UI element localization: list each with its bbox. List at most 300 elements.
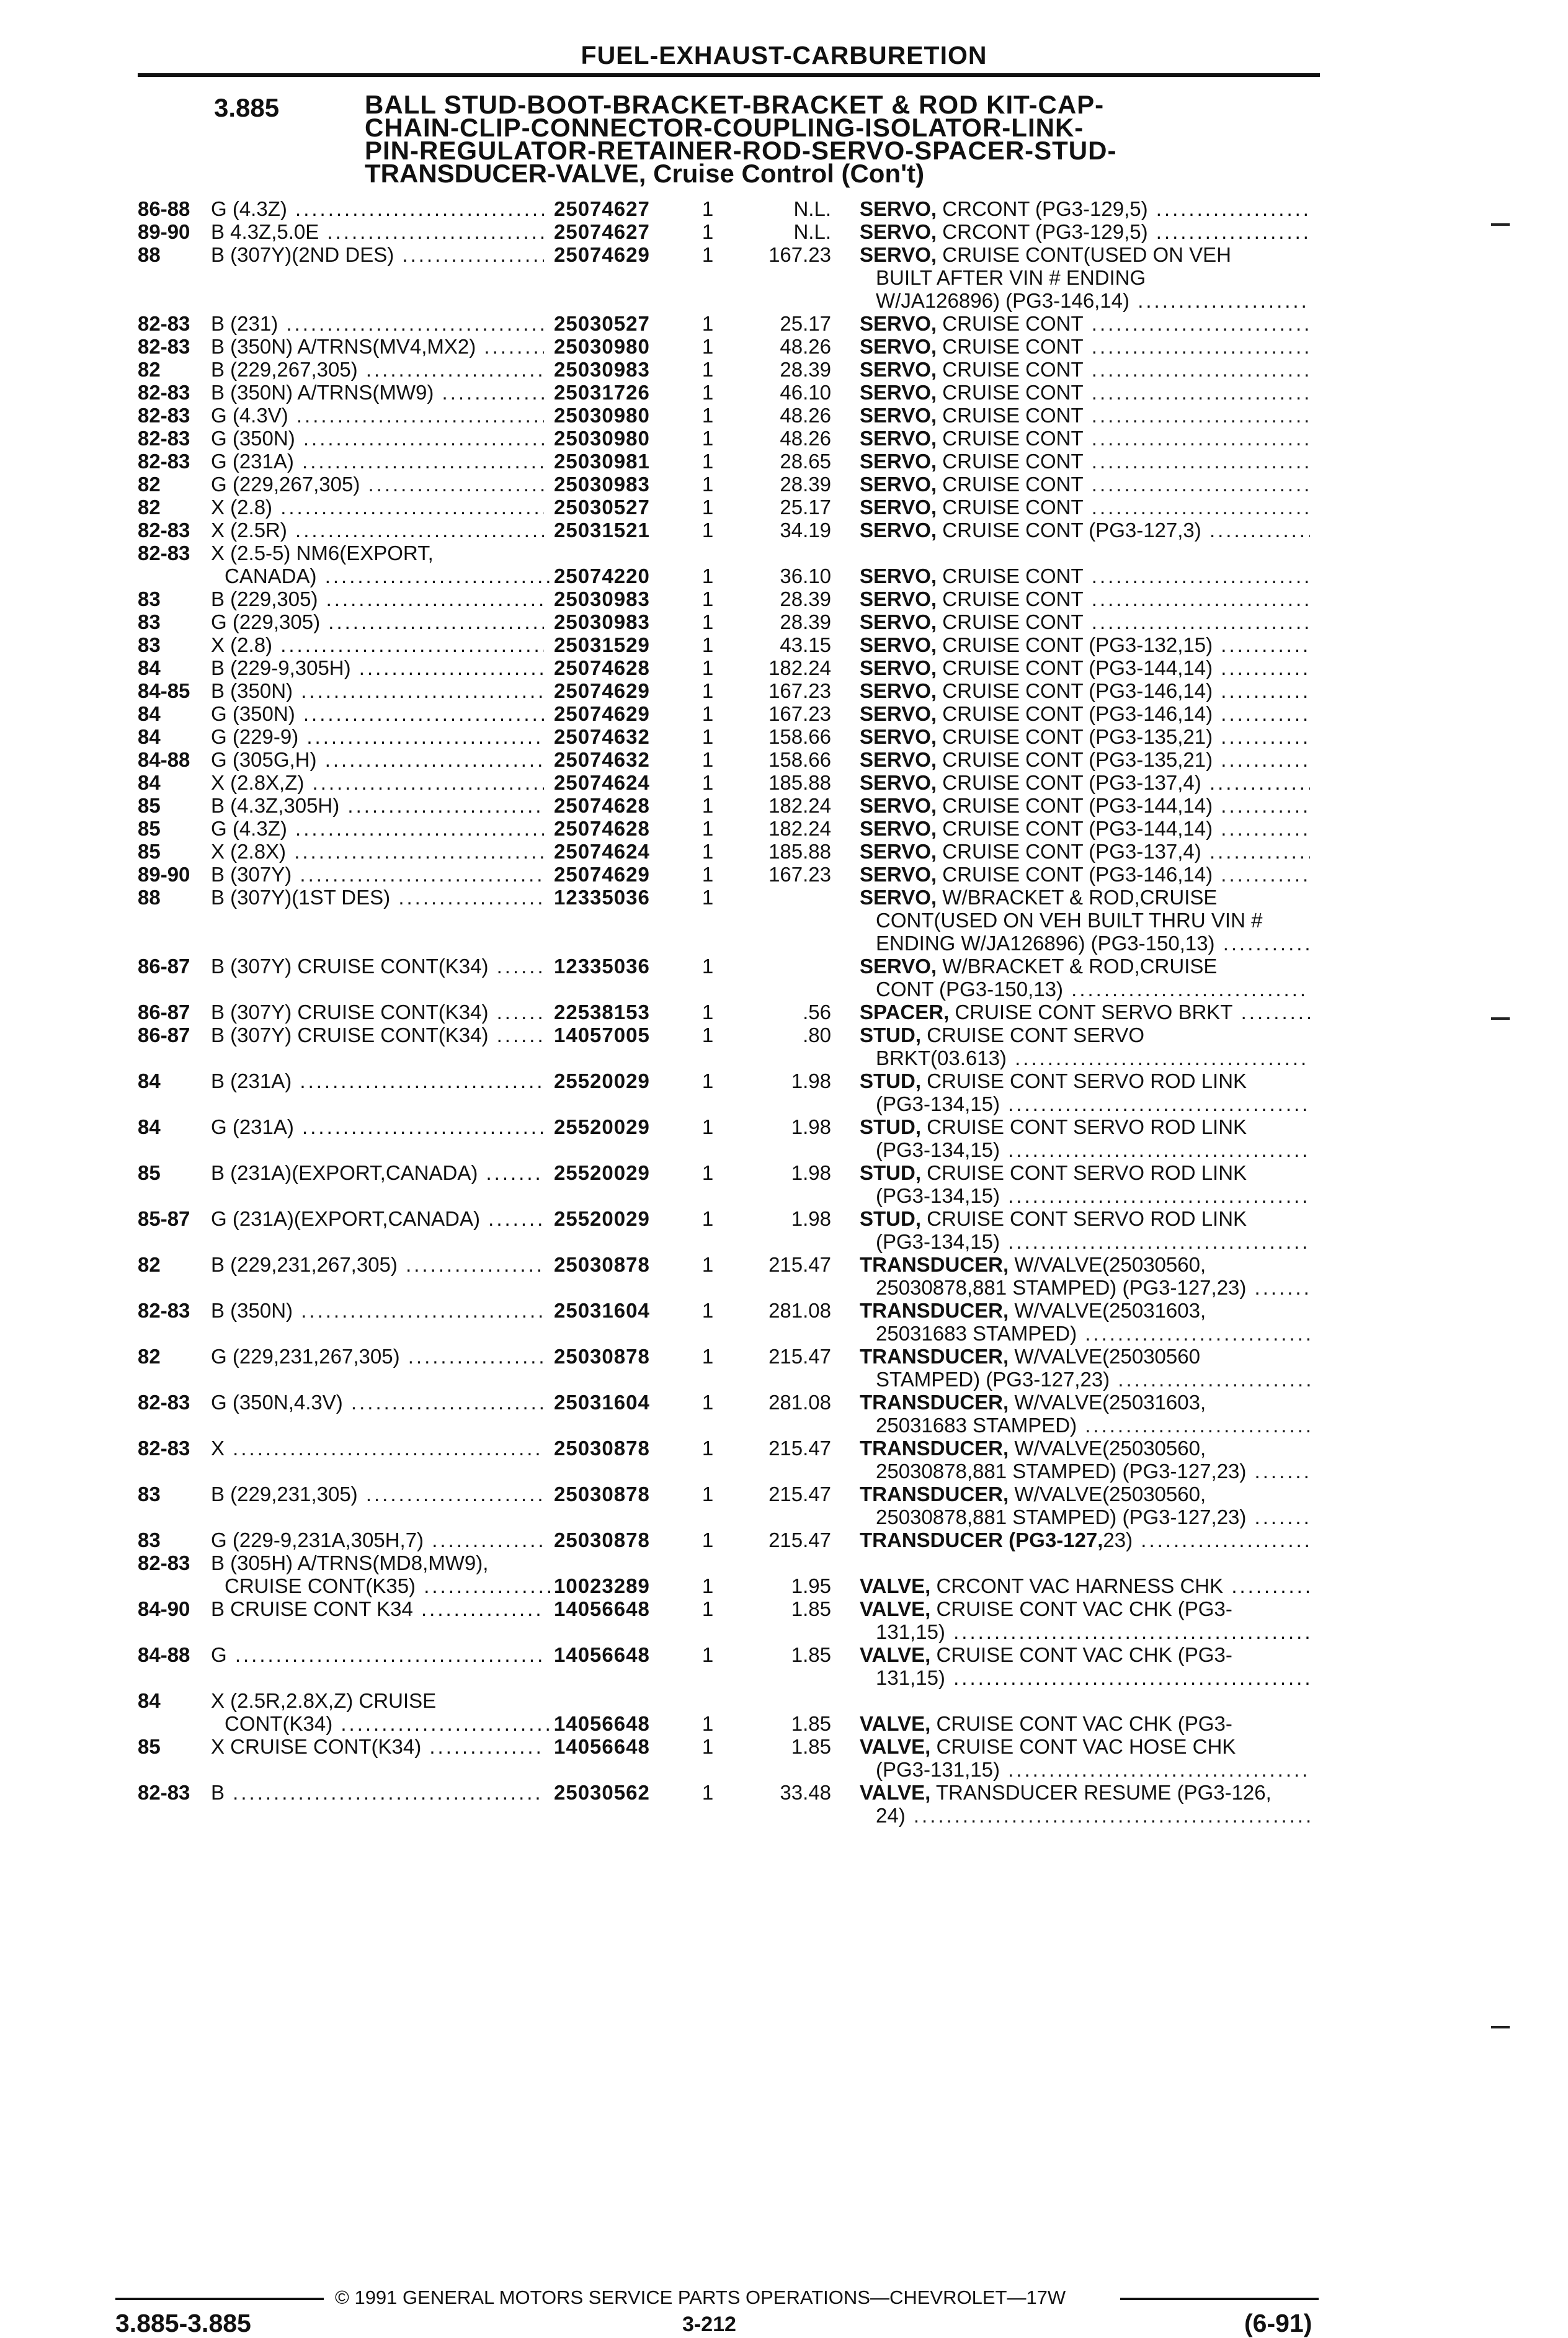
year-range: 82-83: [138, 1299, 190, 1322]
quantity: 1: [702, 817, 714, 840]
price: 36.10: [780, 564, 831, 587]
description: [860, 817, 1310, 840]
table-row: [0, 1437, 1568, 1483]
price: 182.24: [768, 817, 831, 840]
row-line: [0, 1735, 1568, 1758]
description-detail: CRUISE CONT (PG3-135,21): [937, 725, 1213, 748]
description-noun: SERVO,: [860, 381, 937, 404]
row-line: [0, 1207, 1568, 1230]
year-range: 83: [138, 633, 161, 656]
row-line: [0, 1001, 1568, 1024]
row-line: [0, 197, 1568, 220]
row-line: [0, 978, 1568, 1001]
part-number: 25074624: [554, 771, 650, 794]
description-noun: TRANSDUCER,: [860, 1345, 1009, 1368]
description-noun: STUD,: [860, 1161, 921, 1184]
description-detail: CRCONT (PG3-129,5): [937, 220, 1148, 243]
row-line: [0, 1689, 1568, 1712]
quantity: 1: [702, 496, 714, 519]
model-application: CANADA) .....: [225, 564, 558, 587]
margin-mark: [1491, 223, 1510, 226]
quantity: 1: [702, 1735, 714, 1758]
row-line: [0, 633, 1568, 656]
price: 46.10: [780, 381, 831, 404]
description-noun: SERVO,: [860, 473, 937, 496]
year-range: 85: [138, 840, 161, 863]
part-number: 25030527: [554, 496, 650, 519]
description: 131,15) .....: [876, 1666, 1310, 1689]
price: 158.66: [768, 748, 831, 771]
description: [860, 679, 1310, 702]
description-noun: SERVO,: [860, 404, 937, 427]
year-range: 89-90: [138, 220, 190, 243]
table-row: [0, 542, 1568, 587]
price: 281.08: [768, 1299, 831, 1322]
price: 28.39: [780, 610, 831, 633]
row-line: [0, 427, 1568, 450]
description: [860, 1001, 1310, 1024]
year-range: 84-85: [138, 679, 190, 702]
row-line: [0, 1230, 1568, 1253]
quantity: 1: [702, 404, 714, 427]
description-noun: TRANSDUCER,: [860, 1299, 1009, 1322]
description-noun: SERVO,: [860, 335, 937, 358]
row-line: [0, 702, 1568, 725]
year-range: 82-83: [138, 335, 190, 358]
year-range: 84-88: [138, 1643, 190, 1666]
quantity: 1: [702, 220, 714, 243]
description: [860, 1299, 1310, 1322]
table-row: [0, 1069, 1568, 1115]
row-line: [0, 404, 1568, 427]
row-line: [0, 1528, 1568, 1551]
part-number: 14056648: [554, 1735, 650, 1758]
year-range: 85: [138, 794, 161, 817]
description: [860, 197, 1310, 220]
row-line: [0, 1620, 1568, 1643]
year-range: 86-87: [138, 1001, 190, 1024]
description: [860, 1161, 1310, 1184]
part-number: 25030878: [554, 1437, 650, 1460]
part-number: 25030562: [554, 1781, 650, 1804]
description: [860, 840, 1310, 863]
description-detail: CRUISE CONT (PG3-137,4): [937, 840, 1201, 863]
description-noun: SERVO,: [860, 519, 937, 542]
row-line: [0, 335, 1568, 358]
model-application: B (305H) A/TRNS(MD8,MW9),: [211, 1551, 489, 1574]
price: 185.88: [768, 840, 831, 863]
row-line: [0, 1024, 1568, 1046]
part-number: 25074629: [554, 679, 650, 702]
row-line: [0, 1138, 1568, 1161]
part-number: 25520029: [554, 1115, 650, 1138]
quantity: 1: [702, 955, 714, 978]
description-detail: CRUISE CONT VAC CHK (PG3-: [930, 1597, 1232, 1620]
description-detail: CRCONT VAC HARNESS CHK: [930, 1574, 1224, 1597]
description: BRKT(03.613) .....: [876, 1046, 1310, 1069]
description-detail: CRUISE CONT (PG3-135,21): [937, 748, 1213, 771]
quantity: 1: [702, 633, 714, 656]
year-range: 83: [138, 610, 161, 633]
description: [860, 220, 1310, 243]
description: [860, 1024, 1310, 1046]
part-number: 25030527: [554, 312, 650, 335]
description-detail: CRUISE CONT SERVO BRKT: [949, 1001, 1233, 1024]
description-detail: CRUISE CONT: [937, 610, 1084, 633]
price: 281.08: [768, 1391, 831, 1414]
table-row: [0, 886, 1568, 955]
row-line: [0, 1299, 1568, 1322]
table-row: [0, 404, 1568, 427]
description-detail: TRANSDUCER RESUME (PG3-126,: [930, 1781, 1272, 1804]
year-range: 82-83: [138, 542, 190, 564]
model-application: X (2.8X,Z) .....: [211, 771, 544, 794]
row-line: [0, 587, 1568, 610]
year-range: 85: [138, 817, 161, 840]
description-detail: W/VALVE(25030560: [1009, 1345, 1200, 1368]
price: 33.48: [780, 1781, 831, 1804]
description-detail: CRUISE CONT: [937, 335, 1084, 358]
description: [860, 610, 1310, 633]
description-noun: VALVE,: [860, 1643, 931, 1666]
part-number: 14056648: [554, 1712, 650, 1735]
price: 1.85: [791, 1735, 831, 1758]
row-line: [0, 1322, 1568, 1345]
model-application: B (350N) A/TRNS(MV4,MX2) .....: [211, 335, 544, 358]
description: [860, 1069, 1310, 1092]
part-number: 25030878: [554, 1483, 650, 1506]
model-application: B (307Y) CRUISE CONT(K34) .....: [211, 955, 544, 978]
price: 1.98: [791, 1161, 831, 1184]
quantity: 1: [702, 1299, 714, 1322]
description-noun: VALVE,: [860, 1574, 931, 1597]
part-number: 25030878: [554, 1345, 650, 1368]
quantity: 1: [702, 335, 714, 358]
description: [860, 725, 1310, 748]
description-detail: CRUISE CONT VAC CHK (PG3-: [930, 1643, 1232, 1666]
row-line: [0, 771, 1568, 794]
description: [860, 1735, 1310, 1758]
year-range: 84: [138, 702, 161, 725]
model-application: X (2.8) .....: [211, 496, 544, 519]
quantity: 1: [702, 1597, 714, 1620]
description-noun: SPACER,: [860, 1001, 950, 1024]
header-rule: [138, 73, 1320, 77]
description: [860, 1712, 1310, 1735]
quantity: 1: [702, 863, 714, 886]
part-number: 25074632: [554, 748, 650, 771]
table-row: [0, 427, 1568, 450]
row-line: [0, 1804, 1568, 1827]
part-number: 25520029: [554, 1161, 650, 1184]
price: 1.85: [791, 1597, 831, 1620]
description: [860, 312, 1310, 335]
model-application: G (4.3Z) .....: [211, 817, 544, 840]
quantity: 1: [702, 1115, 714, 1138]
quantity: 1: [702, 1069, 714, 1092]
model-application: X (2.8) .....: [211, 633, 544, 656]
part-number: 25074629: [554, 243, 650, 266]
model-application: B (229-9,305H) .....: [211, 656, 544, 679]
description: [860, 633, 1310, 656]
model-application: B (307Y) CRUISE CONT(K34) .....: [211, 1024, 544, 1046]
part-number: 25031726: [554, 381, 650, 404]
row-line: [0, 1046, 1568, 1069]
price: 215.47: [768, 1483, 831, 1506]
row-line: [0, 1253, 1568, 1276]
table-row: [0, 381, 1568, 404]
table-row: [0, 794, 1568, 817]
year-range: 85: [138, 1735, 161, 1758]
year-range: 84: [138, 725, 161, 748]
quantity: 1: [702, 1483, 714, 1506]
description-noun: SERVO,: [860, 496, 937, 519]
description-noun: STUD,: [860, 1207, 921, 1230]
row-line: [0, 450, 1568, 473]
row-line: [0, 496, 1568, 519]
row-line: [0, 679, 1568, 702]
price: N.L.: [793, 197, 831, 220]
quantity: 1: [702, 1345, 714, 1368]
part-number: 25030983: [554, 358, 650, 381]
row-line: [0, 1551, 1568, 1574]
year-range: 82-83: [138, 450, 190, 473]
description-noun: SERVO,: [860, 955, 937, 978]
quantity: 1: [702, 771, 714, 794]
description: [860, 1781, 1310, 1804]
table-row: [0, 610, 1568, 633]
price: 28.39: [780, 587, 831, 610]
page-header-title: FUEL-EXHAUST-CARBURETION: [581, 41, 987, 69]
table-row: [0, 358, 1568, 381]
row-line: [0, 1781, 1568, 1804]
description-detail: CRUISE CONT (PG3-146,14): [937, 679, 1213, 702]
description-detail: CRUISE CONT: [937, 564, 1084, 587]
price: 1.98: [791, 1069, 831, 1092]
table-row: [0, 243, 1568, 312]
description: 25030878,881 STAMPED) (PG3-127,23) .....: [876, 1506, 1310, 1528]
footer-section-range: 3.885-3.885: [115, 2309, 251, 2337]
row-line: [0, 542, 1568, 564]
section-title: [365, 90, 1320, 188]
description-detail: W/BRACKET & ROD,CRUISE: [937, 886, 1218, 909]
quantity: 1: [702, 519, 714, 542]
row-line: [0, 1184, 1568, 1207]
table-row: [0, 1001, 1568, 1024]
row-line: [0, 1069, 1568, 1092]
model-application: X (2.5R,2.8X,Z) CRUISE: [211, 1689, 437, 1712]
description-detail: CRUISE CONT: [937, 404, 1084, 427]
price: 167.23: [768, 702, 831, 725]
price: 1.98: [791, 1207, 831, 1230]
row-line: [0, 473, 1568, 496]
row-line: [0, 519, 1568, 542]
part-number: 25030878: [554, 1253, 650, 1276]
model-application: X .....: [211, 1437, 544, 1460]
model-application: B (307Y)(2ND DES) .....: [211, 243, 544, 266]
price: 48.26: [780, 404, 831, 427]
part-number: 25074628: [554, 656, 650, 679]
part-number: 25031521: [554, 519, 650, 542]
description: 131,15) .....: [876, 1620, 1310, 1643]
description: ENDING W/JA126896) (PG3-150,13) .....: [876, 932, 1310, 955]
price: 167.23: [768, 863, 831, 886]
table-row: [0, 1391, 1568, 1437]
part-number: 25074627: [554, 197, 650, 220]
year-range: 84: [138, 1689, 161, 1712]
part-number: 25520029: [554, 1207, 650, 1230]
description-noun: TRANSDUCER,: [860, 1483, 1009, 1506]
quantity: 1: [702, 358, 714, 381]
description: [860, 427, 1310, 450]
model-application: B (350N) .....: [211, 1299, 544, 1322]
description: (PG3-134,15) .....: [876, 1230, 1310, 1253]
description: [860, 1528, 1310, 1551]
footer-copyright: © 1991 GENERAL MOTORS SERVICE PARTS OPERATIONS—CHEVROLET—17W: [335, 2287, 1066, 2308]
description-noun: STUD,: [860, 1024, 921, 1046]
description-noun: VALVE,: [860, 1712, 931, 1735]
model-application: B .....: [211, 1781, 544, 1804]
table-row: [0, 863, 1568, 886]
table-row: [0, 1299, 1568, 1345]
table-row: [0, 519, 1568, 542]
price: 182.24: [768, 794, 831, 817]
model-application: B (229,267,305) .....: [211, 358, 544, 381]
description-noun: SERVO,: [860, 679, 937, 702]
row-line: [0, 1092, 1568, 1115]
row-line: [0, 794, 1568, 817]
description: [860, 564, 1310, 587]
quantity: 1: [702, 473, 714, 496]
price: 215.47: [768, 1437, 831, 1460]
description: [860, 1437, 1310, 1460]
description-noun: SERVO,: [860, 840, 937, 863]
row-line: [0, 1414, 1568, 1437]
description: [860, 587, 1310, 610]
description: (PG3-131,15) .....: [876, 1758, 1310, 1781]
year-range: 82-83: [138, 381, 190, 404]
description-detail: CRUISE CONT: [937, 427, 1084, 450]
description: 25031683 STAMPED) .....: [876, 1322, 1310, 1345]
year-range: 84: [138, 1069, 161, 1092]
year-range: 84-88: [138, 748, 190, 771]
quantity: 1: [702, 197, 714, 220]
table-row: [0, 1483, 1568, 1528]
description-detail: CRUISE CONT VAC CHK (PG3-: [930, 1712, 1232, 1735]
price: 185.88: [768, 771, 831, 794]
quantity: 1: [702, 610, 714, 633]
row-line: [0, 1666, 1568, 1689]
model-application: B (4.3Z,305H) .....: [211, 794, 544, 817]
row-line: [0, 817, 1568, 840]
description: CONT (PG3-150,13) .....: [876, 978, 1310, 1001]
row-line: [0, 1643, 1568, 1666]
description: [860, 1207, 1310, 1230]
description: [860, 794, 1310, 817]
row-line: [0, 955, 1568, 978]
description: [860, 1483, 1310, 1506]
year-range: 82-83: [138, 427, 190, 450]
section-title-line: BALL STUD-BOOT-BRACKET-BRACKET & ROD KIT-CAP-: [365, 90, 1105, 119]
model-application: G (231A)(EXPORT,CANADA) .....: [211, 1207, 544, 1230]
description: [860, 1253, 1310, 1276]
year-range: 85-87: [138, 1207, 190, 1230]
section-title-line: TRANSDUCER-VALVE, Cruise Control (Con't): [365, 159, 925, 188]
description: [860, 702, 1310, 725]
price: 182.24: [768, 656, 831, 679]
description-noun: SERVO,: [860, 564, 937, 587]
year-range: 82-83: [138, 1781, 190, 1804]
description: (PG3-134,15) .....: [876, 1184, 1310, 1207]
description: [860, 404, 1310, 427]
quantity: 1: [702, 886, 714, 909]
description-detail: CRUISE CONT (PG3-144,14): [937, 656, 1213, 679]
row-line: [0, 289, 1568, 312]
description: [860, 771, 1310, 794]
quantity: 1: [702, 1781, 714, 1804]
year-range: 83: [138, 587, 161, 610]
model-application: X CRUISE CONT(K34) .....: [211, 1735, 544, 1758]
price: 1.98: [791, 1115, 831, 1138]
description-noun: SERVO,: [860, 794, 937, 817]
row-line: [0, 748, 1568, 771]
description: [860, 519, 1310, 542]
description-detail: CRUISE CONT SERVO ROD LINK: [921, 1207, 1247, 1230]
part-number: 10023289: [554, 1574, 650, 1597]
quantity: 1: [702, 794, 714, 817]
table-row: [0, 473, 1568, 496]
year-range: 82: [138, 358, 161, 381]
quantity: 1: [702, 381, 714, 404]
description-detail: CRUISE CONT SERVO ROD LINK: [921, 1069, 1247, 1092]
model-application: G .....: [211, 1643, 544, 1666]
description-noun: STUD,: [860, 1115, 921, 1138]
row-line: [0, 932, 1568, 955]
price: 28.39: [780, 358, 831, 381]
description: [860, 1574, 1310, 1597]
table-row: [0, 450, 1568, 473]
quantity: 1: [702, 312, 714, 335]
description: [860, 358, 1310, 381]
price: .56: [803, 1001, 831, 1024]
price: 48.26: [780, 427, 831, 450]
description: 25030878,881 STAMPED) (PG3-127,23) .....: [876, 1460, 1310, 1483]
description-detail: W/VALVE(25030560,: [1009, 1253, 1206, 1276]
description: STAMPED) (PG3-127,23) .....: [876, 1368, 1310, 1391]
model-application: G (229-9,231A,305H,7) .....: [211, 1528, 544, 1551]
quantity: 1: [702, 564, 714, 587]
quantity: 1: [702, 1643, 714, 1666]
model-application: B (307Y) CRUISE CONT(K34) .....: [211, 1001, 544, 1024]
quantity: 1: [702, 656, 714, 679]
part-number: 25030983: [554, 610, 650, 633]
price: 28.65: [780, 450, 831, 473]
model-application: G (4.3Z) .....: [211, 197, 544, 220]
table-row: [0, 633, 1568, 656]
year-range: 84: [138, 1115, 161, 1138]
description-detail: CRUISE CONT SERVO: [921, 1024, 1145, 1046]
quantity: 1: [702, 1528, 714, 1551]
year-range: 82-83: [138, 312, 190, 335]
row-line: [0, 840, 1568, 863]
part-number: 25074220: [554, 564, 650, 587]
table-row: [0, 1551, 1568, 1597]
price: .80: [803, 1024, 831, 1046]
description-noun: SERVO,: [860, 610, 937, 633]
description: [860, 886, 1310, 909]
price: 25.17: [780, 312, 831, 335]
row-line: [0, 863, 1568, 886]
